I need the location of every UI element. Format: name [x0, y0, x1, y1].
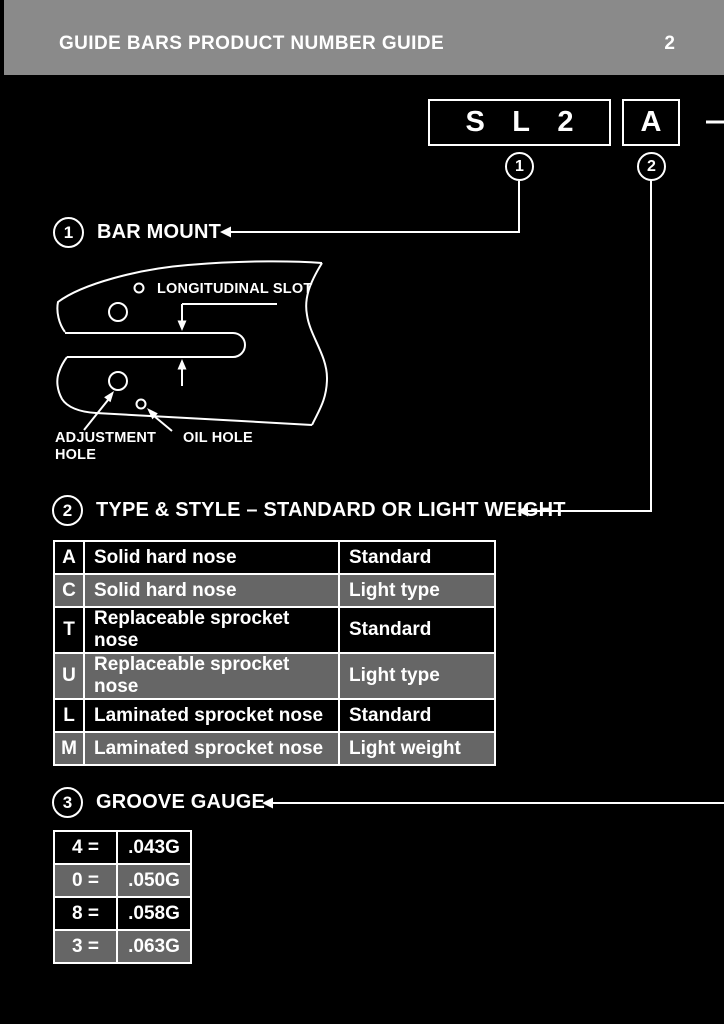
product-code-char-3: 2	[557, 106, 574, 138]
nose-type-cell: Laminated sprocket nose	[84, 732, 339, 765]
table-row	[54, 930, 191, 963]
type-code-cell: C	[54, 574, 84, 607]
gauge-digit-cell: 3 =	[54, 930, 117, 963]
style-cell: Light type	[339, 574, 495, 607]
nose-type-cell: Solid hard nose	[84, 574, 339, 607]
slot-dim-down-arrowhead-icon	[178, 321, 187, 332]
table-row	[54, 607, 495, 653]
style-cell: Light weight	[339, 732, 495, 765]
adjustment-hole-label-line2: HOLE	[55, 447, 97, 463]
nose-type-cell: Replaceable sprocket nose	[84, 607, 339, 653]
table-row	[54, 699, 495, 732]
table-row	[54, 864, 191, 897]
longitudinal-slot-shape	[65, 333, 245, 357]
section-2-title: TYPE & STYLE – STANDARD OR LIGHT WEIGHT	[96, 499, 566, 521]
nose-type-cell: Solid hard nose	[84, 541, 339, 574]
section-1-title: BAR MOUNT	[97, 221, 222, 243]
type-style-table	[53, 540, 496, 766]
gauge-value-cell: .058G	[117, 897, 191, 930]
section-type-style-heading	[52, 495, 566, 526]
product-code-main-box	[428, 99, 611, 146]
page-title: GUIDE BARS PRODUCT NUMBER GUIDE	[59, 32, 445, 54]
type-code-cell: A	[54, 541, 84, 574]
callout-1-number: 1	[515, 157, 524, 175]
table-row	[54, 574, 495, 607]
type-code-cell: T	[54, 607, 84, 653]
slot-dim-up-arrowhead-icon	[178, 359, 187, 370]
callout-2-number: 2	[647, 157, 656, 175]
groove-gauge-table	[53, 830, 192, 964]
adjustment-hole-label-line1: ADJUSTMENT	[55, 430, 157, 446]
gauge-value-cell: .043G	[117, 831, 191, 864]
adjustment-hole-leader-line	[84, 400, 108, 430]
product-code-char-2: L	[512, 106, 530, 138]
callout-2-connector-line	[527, 180, 651, 511]
style-cell: Standard	[339, 607, 495, 653]
gauge-digit-cell: 8 =	[54, 897, 117, 930]
adjustment-hole-label	[55, 430, 156, 464]
oil-hole-shape	[137, 400, 146, 409]
nose-type-cell: Laminated sprocket nose	[84, 699, 339, 732]
nose-type-cell: Replaceable sprocket nose	[84, 653, 339, 699]
style-cell: Standard	[339, 699, 495, 732]
oil-hole-leader-line	[154, 416, 172, 431]
gauge-value-cell: .063G	[117, 930, 191, 963]
callout-circle-1	[505, 152, 534, 181]
type-code-cell: U	[54, 653, 84, 699]
section-groove-gauge-heading	[52, 787, 265, 818]
gauge-digit-cell: 4 =	[54, 831, 117, 864]
gauge-digit-cell: 0 =	[54, 864, 117, 897]
bar-mount-arrowhead-icon	[220, 227, 231, 238]
product-code-char-1: S	[465, 106, 485, 138]
table-row	[54, 732, 495, 765]
callout-circle-2	[637, 152, 666, 181]
style-cell: Light type	[339, 653, 495, 699]
type-code-cell: L	[54, 699, 84, 732]
gauge-value-cell: .050G	[117, 864, 191, 897]
section-2-number-circle: 2	[52, 495, 83, 526]
callout-1-connector-line	[230, 181, 519, 232]
upper-mount-hole-shape	[109, 303, 127, 321]
product-code-suffix-box	[622, 99, 680, 146]
style-cell: Standard	[339, 541, 495, 574]
section-3-title: GROOVE GAUGE	[96, 791, 266, 813]
table-row	[54, 541, 495, 574]
oil-hole-label: OIL HOLE	[183, 430, 253, 446]
table-row	[54, 897, 191, 930]
section-3-number-circle: 3	[52, 787, 83, 818]
table-row	[54, 831, 191, 864]
type-code-cell: M	[54, 732, 84, 765]
product-code-suffix-char: A	[640, 106, 662, 138]
page-number: 2	[664, 32, 675, 54]
adjustment-hole-arrowhead-icon	[104, 391, 114, 402]
longitudinal-slot-label: LONGITUDINAL SLOT	[157, 281, 313, 297]
adjustment-hole-shape	[109, 372, 127, 390]
section-bar-mount-heading	[53, 217, 221, 248]
section-1-number-circle: 1	[53, 217, 84, 248]
table-row	[54, 653, 495, 699]
small-top-hole-shape	[135, 284, 144, 293]
